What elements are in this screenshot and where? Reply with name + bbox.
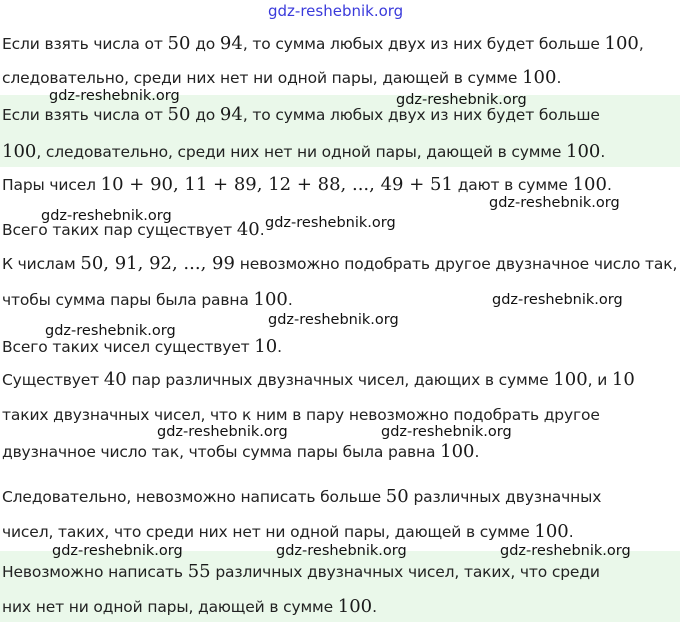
text-line: Существует 40 пар различных двузначных чисел, дающих в сумме 100, и 10	[2, 369, 635, 390]
text-line: Всего таких пар существует 40.	[2, 219, 265, 240]
watermark: gdz-reshebnik.org	[49, 88, 180, 104]
watermark: gdz-reshebnik.org	[492, 292, 623, 308]
text-line: чисел, таких, что среди них нет ни одной пары, дающей в сумме 100.	[2, 521, 574, 542]
text-line: К числам 50, 91, 92, ..., 99 невозможно подобрать другое двузначное число так,	[2, 253, 678, 274]
text-line: Следовательно, невозможно написать больше 50 различных двузначных	[2, 486, 602, 507]
text-line: Если взять числа от 50 до 94, то сумма любых двух из них будет больше	[2, 104, 600, 125]
text-line: Всего таких чисел существует 10.	[2, 336, 282, 357]
text-line: 100, следовательно, среди них нет ни одной пары, дающей в сумме 100.	[2, 141, 606, 162]
watermark: gdz-reshebnik.org	[500, 543, 631, 559]
watermark: gdz-reshebnik.org	[268, 312, 399, 328]
watermark: gdz-reshebnik.org	[45, 323, 176, 339]
text-line: таких двузначных чисел, что к ним в пару невозможно подобрать другое	[2, 406, 600, 424]
text-line: Пары чисел 10 + 90, 11 + 89, 12 + 88, ..., 49 + 51 дают в сумме 100.	[2, 174, 612, 195]
watermark: gdz-reshebnik.org	[381, 424, 512, 440]
text-line: Если взять числа от 50 до 94, то сумма любых двух из них будет больше 100,	[2, 33, 644, 54]
watermark: gdz-reshebnik.org	[52, 543, 183, 559]
text-line: Невозможно написать 55 различных двузначных чисел, таких, что среди	[2, 561, 600, 582]
text-line: двузначное число так, чтобы сумма пары была равна 100.	[2, 441, 480, 462]
watermark: gdz-reshebnik.org	[489, 195, 620, 211]
watermark: gdz-reshebnik.org	[396, 92, 527, 108]
watermark: gdz-reshebnik.org	[276, 543, 407, 559]
watermark: gdz-reshebnik.org	[265, 215, 396, 231]
watermark: gdz-reshebnik.org	[41, 208, 172, 224]
text-line: чтобы сумма пары была равна 100.	[2, 289, 293, 310]
text-line: них нет ни одной пары, дающей в сумме 100.	[2, 596, 377, 617]
watermark-top: gdz-reshebnik.org	[268, 2, 404, 20]
watermark: gdz-reshebnik.org	[157, 424, 288, 440]
text-line: следовательно, среди них нет ни одной пары, дающей в сумме 100.	[2, 67, 562, 88]
